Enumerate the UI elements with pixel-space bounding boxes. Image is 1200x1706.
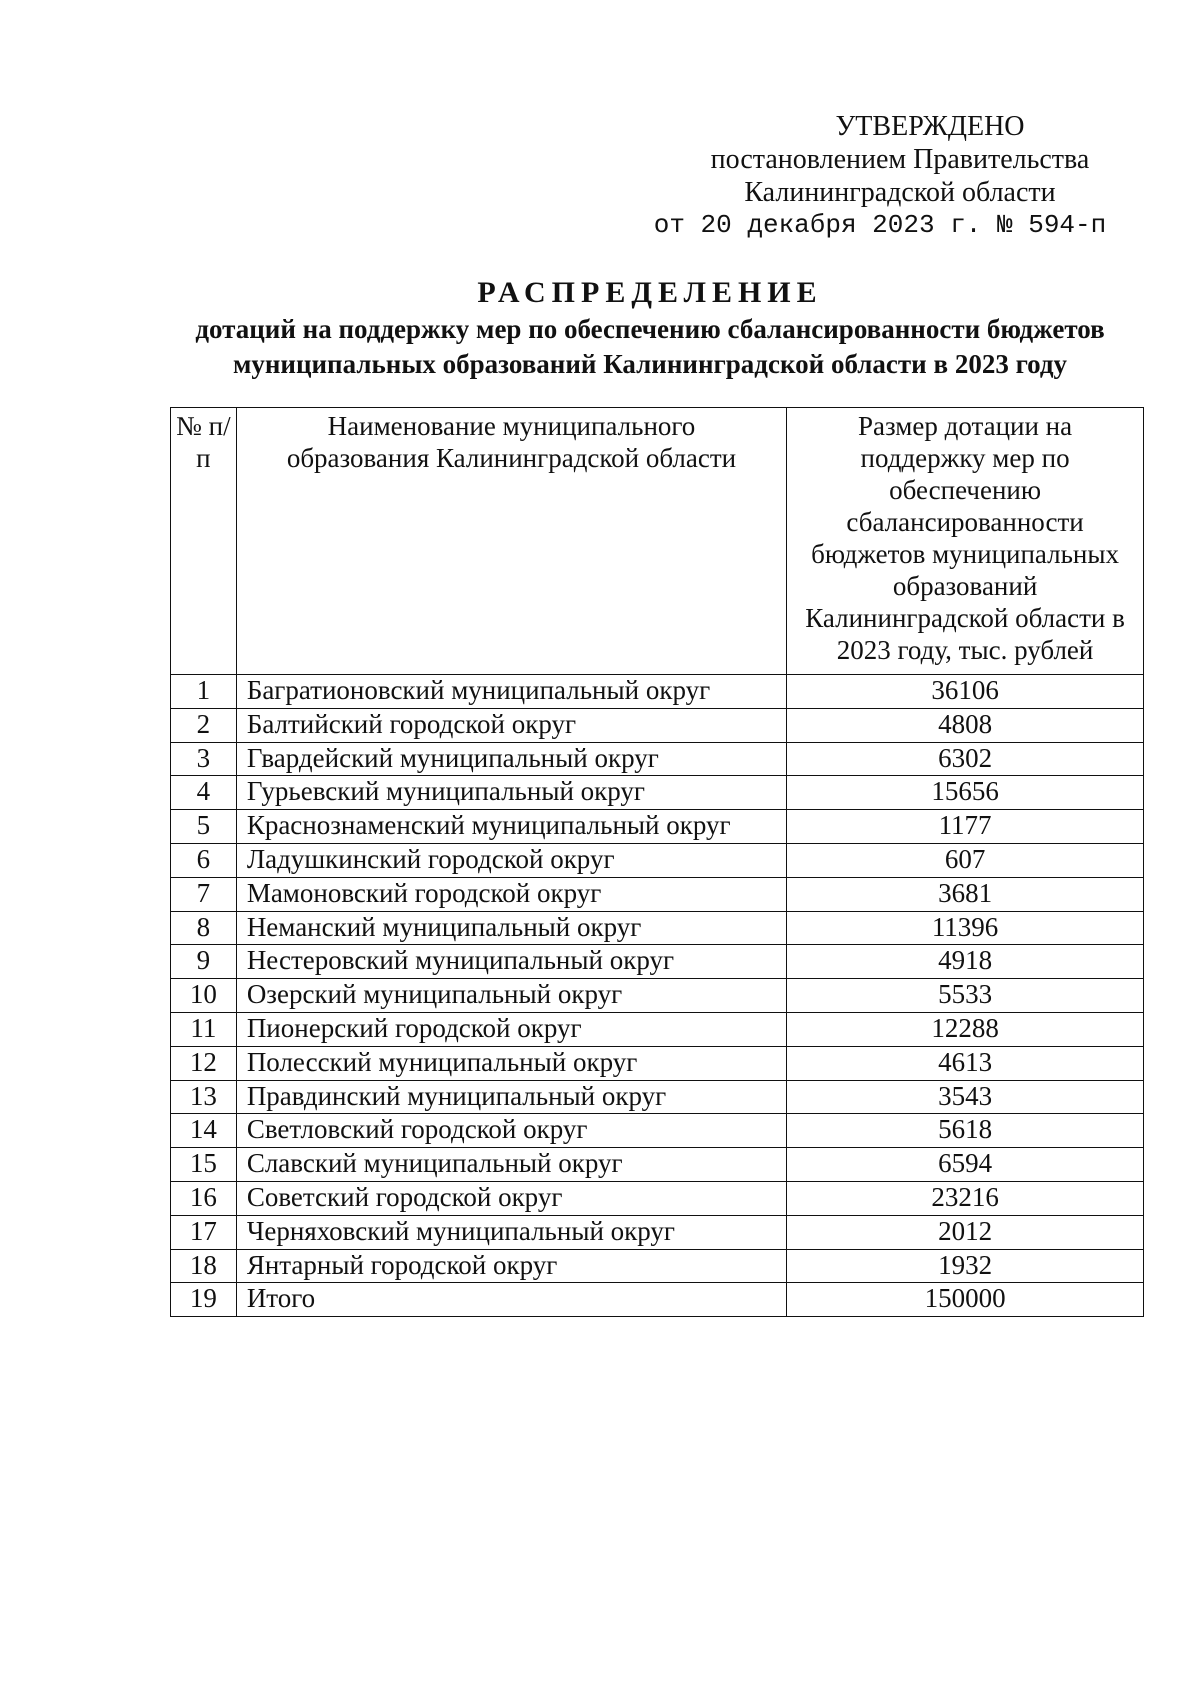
- row-number: 10: [171, 979, 237, 1013]
- table-row: [171, 945, 1144, 979]
- table-row: [171, 911, 1144, 945]
- row-number: 2: [171, 708, 237, 742]
- table-row: [171, 1080, 1144, 1114]
- document-subtitle-line-1: дотаций на поддержку мер по обеспечению сбалансированности бюджетов: [195, 314, 1105, 344]
- row-amount: 23216: [787, 1181, 1144, 1215]
- table-row: [171, 1012, 1144, 1046]
- document-heading: [120, 274, 1180, 382]
- row-name: Черняховский муниципальный округ: [236, 1215, 786, 1249]
- row-number: 9: [171, 945, 237, 979]
- row-number: 16: [171, 1181, 237, 1215]
- row-number: 13: [171, 1080, 237, 1114]
- document-subtitle-line-2: муниципальных образований Калининградской области в 2023 году: [232, 349, 1068, 379]
- row-number: 1: [171, 675, 237, 709]
- row-number: 3: [171, 742, 237, 776]
- row-number: 5: [171, 810, 237, 844]
- row-amount: 6594: [787, 1148, 1144, 1182]
- row-name: Багратионовский муниципальный округ: [236, 675, 786, 709]
- header-name: [236, 408, 786, 675]
- row-name: Гурьевский муниципальный округ: [236, 776, 786, 810]
- row-number: 17: [171, 1215, 237, 1249]
- approval-date-number: от 20 декабря 2023 г. № 594-п: [653, 210, 1107, 240]
- row-amount: 3543: [787, 1080, 1144, 1114]
- row-name: Ладушкинский городской округ: [236, 843, 786, 877]
- table-row: [171, 708, 1144, 742]
- row-name: Советский городской округ: [236, 1181, 786, 1215]
- row-number: 18: [171, 1249, 237, 1283]
- table-header-row: [171, 408, 1144, 675]
- row-amount: 3681: [787, 877, 1144, 911]
- row-amount: 4613: [787, 1046, 1144, 1080]
- header-name-text: Наименование муниципального образования Калининградской области: [286, 411, 737, 473]
- table-row: [171, 1148, 1144, 1182]
- row-name: Балтийский городской округ: [236, 708, 786, 742]
- header-number: № п/п: [171, 408, 237, 675]
- row-number: 11: [171, 1012, 237, 1046]
- table-row: [171, 742, 1144, 776]
- header-amount: [787, 408, 1144, 675]
- row-number: 8: [171, 911, 237, 945]
- row-amount: 1932: [787, 1249, 1144, 1283]
- table-row: [171, 979, 1144, 1013]
- table-row: [171, 1046, 1144, 1080]
- row-amount: 5618: [787, 1114, 1144, 1148]
- row-name: Светловский городской округ: [236, 1114, 786, 1148]
- row-amount: 11396: [787, 911, 1144, 945]
- row-amount: 4918: [787, 945, 1144, 979]
- approval-region: Калининградской области: [744, 177, 1056, 208]
- approval-title: УТВЕРЖДЕНО: [835, 111, 1025, 142]
- row-number: 14: [171, 1114, 237, 1148]
- row-name: Славский муниципальный округ: [236, 1148, 786, 1182]
- row-name: Пионерский городской округ: [236, 1012, 786, 1046]
- row-amount: 4808: [787, 708, 1144, 742]
- table-row: [171, 675, 1144, 709]
- row-name: Неманский муниципальный округ: [236, 911, 786, 945]
- row-number: 7: [171, 877, 237, 911]
- table-row: [171, 1283, 1144, 1317]
- row-name: Озерский муниципальный округ: [236, 979, 786, 1013]
- header-amount-text: Размер дотации на поддержку мер по обеспечению сбалансированности бюджетов муниципальных образований Калининградской области в 2023 году, тыс. рублей: [805, 411, 1125, 665]
- table-row: [171, 1215, 1144, 1249]
- table-row: [171, 877, 1144, 911]
- row-number: 12: [171, 1046, 237, 1080]
- table-row: [171, 1181, 1144, 1215]
- row-name: Полесский муниципальный округ: [236, 1046, 786, 1080]
- row-name: Правдинский муниципальный округ: [236, 1080, 786, 1114]
- row-name: Нестеровский муниципальный округ: [236, 945, 786, 979]
- row-number: 4: [171, 776, 237, 810]
- table-row: [171, 843, 1144, 877]
- row-name: Итого: [236, 1283, 786, 1317]
- row-amount: 12288: [787, 1012, 1144, 1046]
- table-row: [171, 776, 1144, 810]
- row-amount: 1177: [787, 810, 1144, 844]
- row-name: Янтарный городской округ: [236, 1249, 786, 1283]
- row-name: Краснознаменский муниципальный округ: [236, 810, 786, 844]
- row-number: 19: [171, 1283, 237, 1317]
- distribution-table: [170, 407, 1144, 1317]
- row-amount: 150000: [787, 1283, 1144, 1317]
- row-amount: 15656: [787, 776, 1144, 810]
- row-amount: 5533: [787, 979, 1144, 1013]
- row-name: Мамоновский городской округ: [236, 877, 786, 911]
- row-number: 15: [171, 1148, 237, 1182]
- row-name: Гвардейский муниципальный округ: [236, 742, 786, 776]
- table-row: [171, 810, 1144, 844]
- row-amount: 2012: [787, 1215, 1144, 1249]
- approval-stamp: [640, 110, 1160, 242]
- table-row: [171, 1249, 1144, 1283]
- row-number: 6: [171, 843, 237, 877]
- table-row: [171, 1114, 1144, 1148]
- approval-issuer: постановлением Правительства: [710, 144, 1090, 175]
- row-amount: 6302: [787, 742, 1144, 776]
- document-title: РАСПРЕДЕЛЕНИЕ: [477, 276, 823, 309]
- row-amount: 36106: [787, 675, 1144, 709]
- row-amount: 607: [787, 843, 1144, 877]
